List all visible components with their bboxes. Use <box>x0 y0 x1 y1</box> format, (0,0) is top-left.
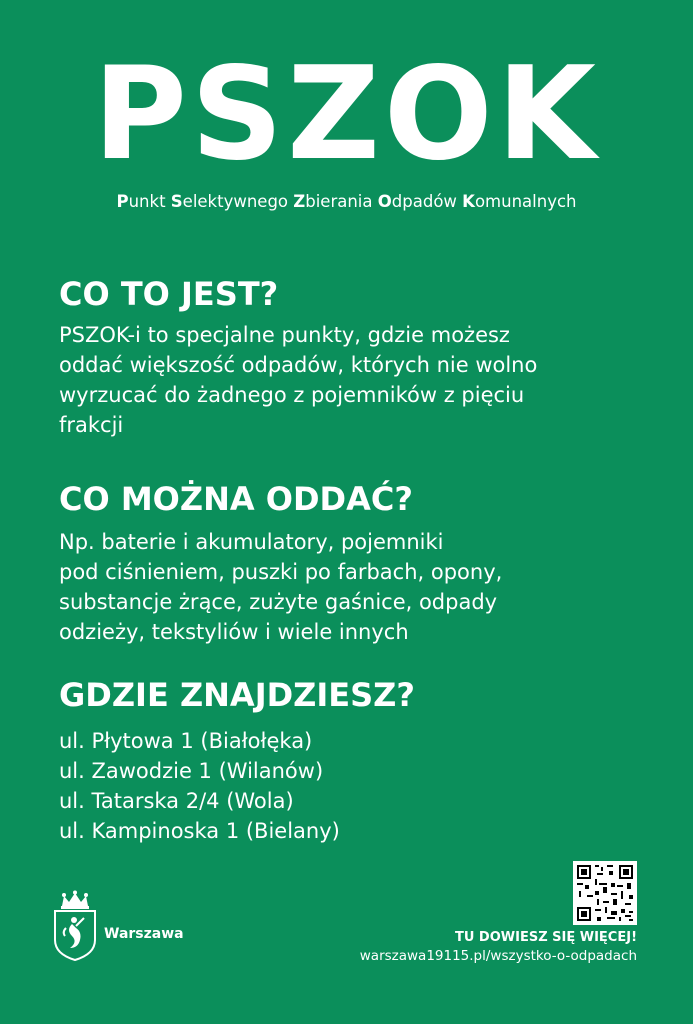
section-heading-accepted: CO MOŻNA ODDAĆ? <box>59 480 413 518</box>
body-line: wyrzucać do żadnego z pojemników z pięciu <box>59 383 525 407</box>
address-item: ul. Zawodzie 1 (Wilanów) <box>59 759 324 783</box>
subtitle-word: Zbierania <box>293 192 378 211</box>
qr-code-icon[interactable] <box>573 861 637 925</box>
section-heading-where: GDZIE ZNAJDZIESZ? <box>59 676 415 714</box>
body-line: pod ciśnieniem, puszki po farbach, opony, <box>59 560 503 584</box>
city-name: Warszawa <box>104 926 184 942</box>
address-list <box>59 726 619 846</box>
body-line: frakcji <box>59 413 124 437</box>
body-line: PSZOK-i to specjalne punkty, gdzie możesz <box>59 323 510 347</box>
page-title: PSZOK <box>93 40 600 189</box>
section-heading-what: CO TO JEST? <box>59 275 279 313</box>
section-body-what <box>59 320 619 440</box>
more-info-cta: TU DOWIESZ SIĘ WIĘCEJ! <box>454 930 637 945</box>
info-url-link[interactable]: warszawa19115.pl/wszystko-o-odpadach <box>359 948 637 964</box>
address-item: ul. Kampinoska 1 (Bielany) <box>59 819 340 843</box>
body-line: odzieży, tekstyliów i wiele innych <box>59 620 409 644</box>
subtitle-word: Odpadów <box>377 192 463 211</box>
subtitle-word: Komunalnych <box>462 192 577 211</box>
body-line: Np. baterie i akumulatory, pojemniki <box>59 530 444 554</box>
body-line: oddać większość odpadów, których nie wolno <box>59 353 538 377</box>
address-item: ul. Tatarska 2/4 (Wola) <box>59 789 294 813</box>
section-body-accepted <box>59 527 619 647</box>
page-subtitle <box>0 192 693 212</box>
subtitle-word: Selektywnego <box>170 192 294 211</box>
subtitle-word: Punkt <box>116 192 171 211</box>
warsaw-coat-of-arms-icon <box>52 890 98 962</box>
body-line: substancje żrące, zużyte gaśnice, odpady <box>59 590 498 614</box>
address-item: ul. Płytowa 1 (Białołęka) <box>59 729 313 753</box>
